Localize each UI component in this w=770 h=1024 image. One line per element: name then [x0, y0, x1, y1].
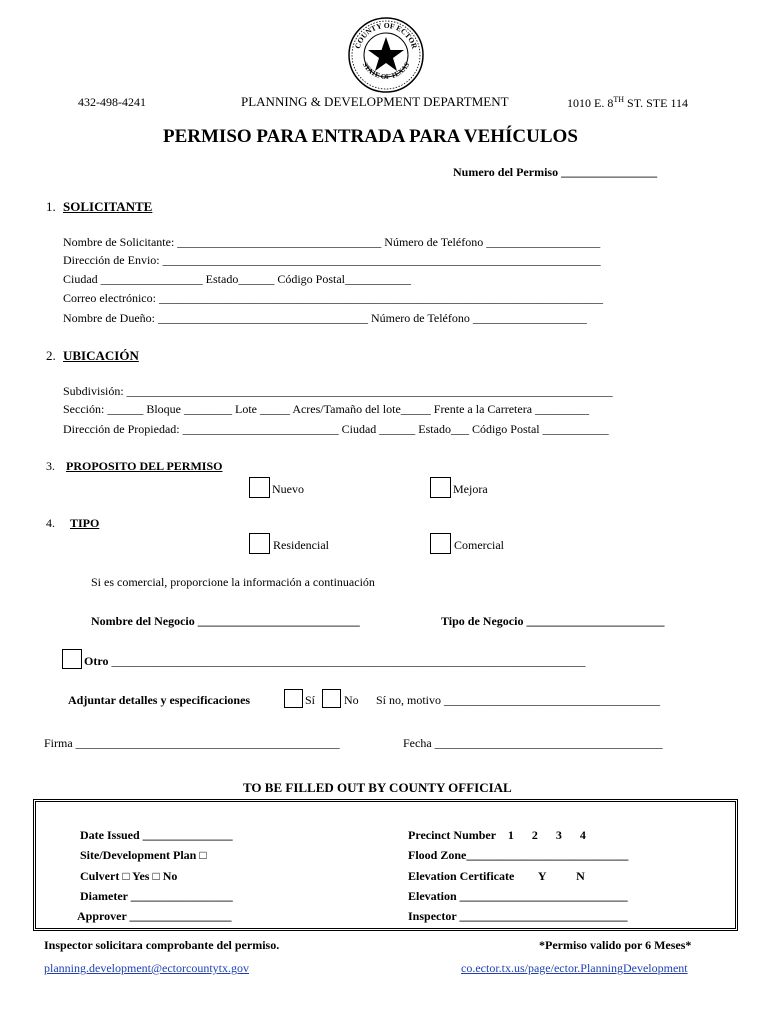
section-3-number: 3. [46, 459, 55, 473]
property-address-field[interactable]: Dirección de Propiedad: __________________________ Ciudad ______ Estado___ Código Postal ___________ [63, 422, 609, 436]
otro-field[interactable] [84, 654, 585, 669]
mejora-checkbox[interactable] [430, 477, 451, 498]
section-1-heading: SOLICITANTE [63, 199, 153, 214]
address-part: 1010 E. 8 [567, 96, 614, 110]
attach-details-label: Adjuntar detalles y especificaciones [68, 693, 251, 707]
flood-zone-field[interactable]: Flood Zone___________________________ [408, 848, 629, 862]
nuevo-label: Nuevo [272, 482, 304, 496]
star-icon [368, 37, 404, 71]
signature-field[interactable]: Firma ____________________________________________ [44, 736, 340, 750]
city-state-zip-field[interactable]: Ciudad _________________ Estado______ Código Postal___________ [63, 272, 411, 286]
section-4-number: 4. [46, 516, 55, 530]
official-heading: TO BE FILLED OUT BY COUNTY OFFICIAL [243, 780, 512, 795]
otro-label: Otro [84, 654, 109, 668]
date-issued-field[interactable]: Date Issued _______________ [80, 828, 233, 842]
mailing-address-field[interactable]: Dirección de Envio: _________________________________________________________________________ [63, 253, 601, 267]
date-field[interactable]: Fecha ______________________________________ [403, 736, 663, 750]
otro-checkbox[interactable] [62, 649, 82, 669]
business-name-field[interactable]: Nombre del Negocio ___________________________ [91, 614, 360, 628]
county-seal [347, 16, 425, 94]
comercial-checkbox[interactable] [430, 533, 451, 554]
inspector-note: Inspector solicitara comprobante del permiso. [44, 938, 280, 952]
attach-no-label: No [344, 693, 359, 707]
subdivision-field[interactable]: Subdivisión: _________________________________________________________________________________ [63, 384, 613, 398]
permit-number-field[interactable]: Numero del Permiso ________________ [453, 165, 658, 179]
header-phone: 432-498-4241 [78, 95, 146, 109]
owner-name-phone-field[interactable]: Nombre de Dueño: ___________________________________ Número de Teléfono ___________________ [63, 311, 587, 325]
business-type-field[interactable]: Tipo de Negocio _______________________ [441, 614, 665, 628]
attach-no-checkbox[interactable] [322, 689, 341, 708]
page-title: PERMISO PARA ENTRADA PARA VEHÍCULOS [163, 126, 578, 147]
attach-yes-label: Sí [305, 693, 316, 707]
attach-reason-field[interactable]: Sí no, motivo ____________________________________ [376, 693, 661, 707]
diameter-field[interactable]: Diameter _________________ [80, 889, 233, 903]
seal-text-bottom: STATE OF TEXAS [360, 61, 412, 81]
section-2-number: 2. [46, 348, 56, 363]
inspector-field[interactable]: Inspector ____________________________ [408, 909, 628, 923]
approver-field[interactable]: Approver _________________ [77, 909, 232, 923]
section-block-lot-field[interactable]: Sección: ______ Bloque ________ Lote _____ Acres/Tamaño del lote_____ Frente a la Carretera _________ [63, 402, 590, 416]
applicant-name-phone-field[interactable]: Nombre de Solicitante: __________________________________ Número de Teléfono ___________________ [63, 235, 601, 249]
email-field[interactable]: Correo electrónico: __________________________________________________________________________ [63, 291, 603, 305]
seal-text-top: COUNTY OF ECTOR [352, 20, 420, 50]
commercial-note: Si es comercial, proporcione la información a continuación [91, 575, 375, 589]
attach-yes-checkbox[interactable] [284, 689, 303, 708]
elevation-certificate-field[interactable]: Elevation Certificate Y N [408, 869, 585, 883]
comercial-label: Comercial [454, 538, 504, 552]
website-link[interactable]: co.ector.tx.us/page/ector.PlanningDevelopment [461, 961, 688, 975]
section-3-heading: PROPOSITO DEL PERMISO [66, 459, 223, 473]
address-part: ST. STE 114 [624, 96, 689, 110]
header-department: PLANNING & DEVELOPMENT DEPARTMENT [241, 94, 509, 109]
svg-text:STATE OF TEXAS [361, 61, 412, 81]
email-link[interactable]: planning.development@ectorcountytx.gov [44, 961, 250, 975]
mejora-label: Mejora [453, 482, 488, 496]
residencial-label: Residencial [273, 538, 329, 552]
precinct-number-field[interactable]: Precinct Number 1 2 3 4 [408, 828, 586, 842]
validity-note: *Permiso valido por 6 Meses* [539, 938, 692, 952]
residencial-checkbox[interactable] [249, 533, 270, 554]
section-2-heading: UBICACIÓN [63, 348, 139, 363]
nuevo-checkbox[interactable] [249, 477, 270, 498]
elevation-field[interactable]: Elevation ____________________________ [408, 889, 628, 903]
site-plan-field[interactable]: Site/Development Plan □ [80, 848, 207, 862]
address-superscript: TH [613, 95, 625, 104]
header-address [567, 95, 688, 111]
otro-line: _______________________________________________________________________________ [108, 654, 586, 668]
section-1-number: 1. [46, 199, 56, 214]
culvert-field[interactable]: Culvert □ Yes □ No [80, 869, 178, 883]
section-4-heading: TIPO [70, 516, 100, 530]
